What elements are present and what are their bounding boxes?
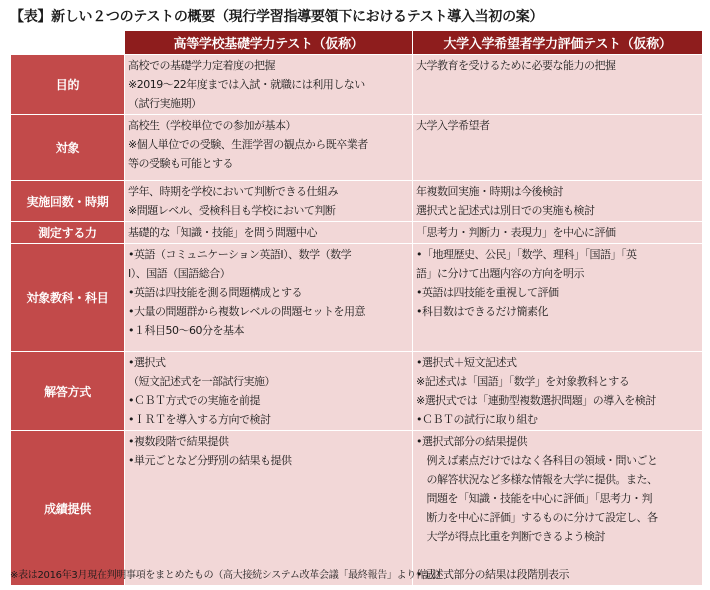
cell-university-test (413, 431, 703, 586)
row-label: 対象教科・科目 (11, 244, 125, 352)
cell-line: 語」に分けて出題内容の方向を明示 (416, 267, 584, 280)
row-label: 解答方式 (11, 352, 125, 431)
footnote: ※表は2016年3月現在判明事項をまとめたもの（高大接続システム改革会議「最終報告」より作成） (10, 570, 446, 581)
column-header-university-test: 大学入学希望者学力評価テスト（仮称） (413, 31, 703, 55)
cell-line: 断力を中心に評価」するものに分けて設定し、各 (416, 511, 658, 524)
table-row-answer-format (11, 352, 703, 431)
cell-line: •選択式＋短文記述式 (416, 356, 517, 369)
cell-line: •英語（コミュニケーション英語Ⅰ）、数学（数学 (128, 248, 352, 261)
cell-basic-test (125, 222, 413, 244)
cell-line: 例えば素点だけではなく各科目の領域・問いごと (416, 454, 658, 467)
cell-line: ※選択式では「連動型複数選択問題」の導入を検討 (416, 394, 656, 407)
cell-university-test (413, 352, 703, 431)
cell-line: の解答状況など多様な情報を大学に提供。また、 (416, 473, 658, 486)
cell-university-test (413, 181, 703, 222)
cell-line: •選択式 (128, 356, 166, 369)
table-row-purpose (11, 55, 703, 115)
cell-line: Ⅰ）、国語（国語総合） (128, 267, 231, 280)
cell-line: •単元ごとなど分野別の結果も提供 (128, 454, 292, 467)
cell-line: •複数段階で結果提供 (128, 435, 229, 448)
cell-line: （試行実施期） (128, 97, 202, 110)
cell-line: •記述式部分の結果は段階別表示 (416, 568, 569, 581)
table-row-results (11, 431, 703, 586)
table-title: 【表】新しい２つのテストの概要（現行学習指導要領下におけるテスト導入当初の案） (10, 9, 544, 25)
cell-line: •「地理歴史、公民」「数学、理科」「国語」「英 (416, 248, 637, 261)
cell-line: •ＣＢＴ方式での実施を前提 (128, 394, 260, 407)
cell-basic-test (125, 181, 413, 222)
cell-university-test (413, 115, 703, 181)
column-header-basic-test: 高等学校基礎学力テスト（仮称） (125, 31, 413, 55)
cell-line: •ＩＲＴを導入する方向で検討 (128, 413, 271, 426)
cell-line: •ＣＢＴの試行に取り組む (416, 413, 538, 426)
cell-line: ※記述式は「国語」「数学」を対象教科とする (416, 375, 630, 388)
table-row-ability (11, 222, 703, 244)
cell-line: •英語は四技能を重視して評価 (416, 286, 559, 299)
table-row-frequency (11, 181, 703, 222)
cell-line: 等の受験も可能とする (128, 157, 233, 170)
cell-line: ※2019～22年度までは入試・就職には利用しない (128, 78, 365, 91)
cell-line: •英語は四技能を測る問題構成とする (128, 286, 302, 299)
cell-line: 年複数回実施・時期は今後検討 (416, 185, 563, 198)
cell-line: 学年、時期を学校において判断できる仕組み (128, 185, 338, 198)
cell-line (416, 546, 699, 565)
table-row-target (11, 115, 703, 181)
cell-basic-test (125, 352, 413, 431)
table-row-subjects (11, 244, 703, 352)
cell-basic-test (125, 55, 413, 115)
cell-line: •科目数はできるだけ簡素化 (416, 305, 548, 318)
corner-cell (11, 31, 125, 55)
cell-line: •選択式部分の結果提供 (416, 435, 527, 448)
cell-line: 大学教育を受けるために必要な能力の把握 (416, 59, 616, 72)
cell-line: 問題を「知識・技能を中心に評価」「思考力・判 (416, 492, 652, 505)
row-label: 成績提供 (11, 431, 125, 586)
cell-line: ※個人単位での受験、生涯学習の観点から既卒業者 (128, 138, 368, 151)
cell-line: 大学が得点比重を判断できるよう検討 (416, 530, 605, 543)
cell-university-test (413, 244, 703, 352)
cell-line: •大量の問題群から複数レベルの問題セットを用意 (128, 305, 365, 318)
cell-university-test (413, 222, 703, 244)
row-label: 対象 (11, 115, 125, 181)
cell-line: 「思考力・判断力・表現力」を中心に評価 (416, 226, 616, 239)
row-label: 実施回数・時期 (11, 181, 125, 222)
cell-line: 選択式と記述式は別日での実施も検討 (416, 204, 595, 217)
cell-basic-test (125, 115, 413, 181)
comparison-table (10, 30, 703, 586)
cell-line: 基礎的な「知識・技能」を問う問題中心 (128, 226, 317, 239)
cell-line: •１科目50～60分を基本 (128, 324, 244, 337)
cell-line: 高校での基礎学力定着度の把握 (128, 59, 275, 72)
row-label: 目的 (11, 55, 125, 115)
header-row (11, 31, 703, 55)
cell-line: （短文記述式を一部試行実施） (128, 375, 275, 388)
cell-line: 大学入学希望者 (416, 119, 490, 132)
row-label: 測定する力 (11, 222, 125, 244)
cell-line: ※問題レベル、受検科目も学校において判断 (128, 204, 336, 217)
cell-basic-test (125, 431, 413, 586)
cell-university-test (413, 55, 703, 115)
cell-line: 高校生（学校単位での参加が基本） (128, 119, 296, 132)
cell-basic-test (125, 244, 413, 352)
